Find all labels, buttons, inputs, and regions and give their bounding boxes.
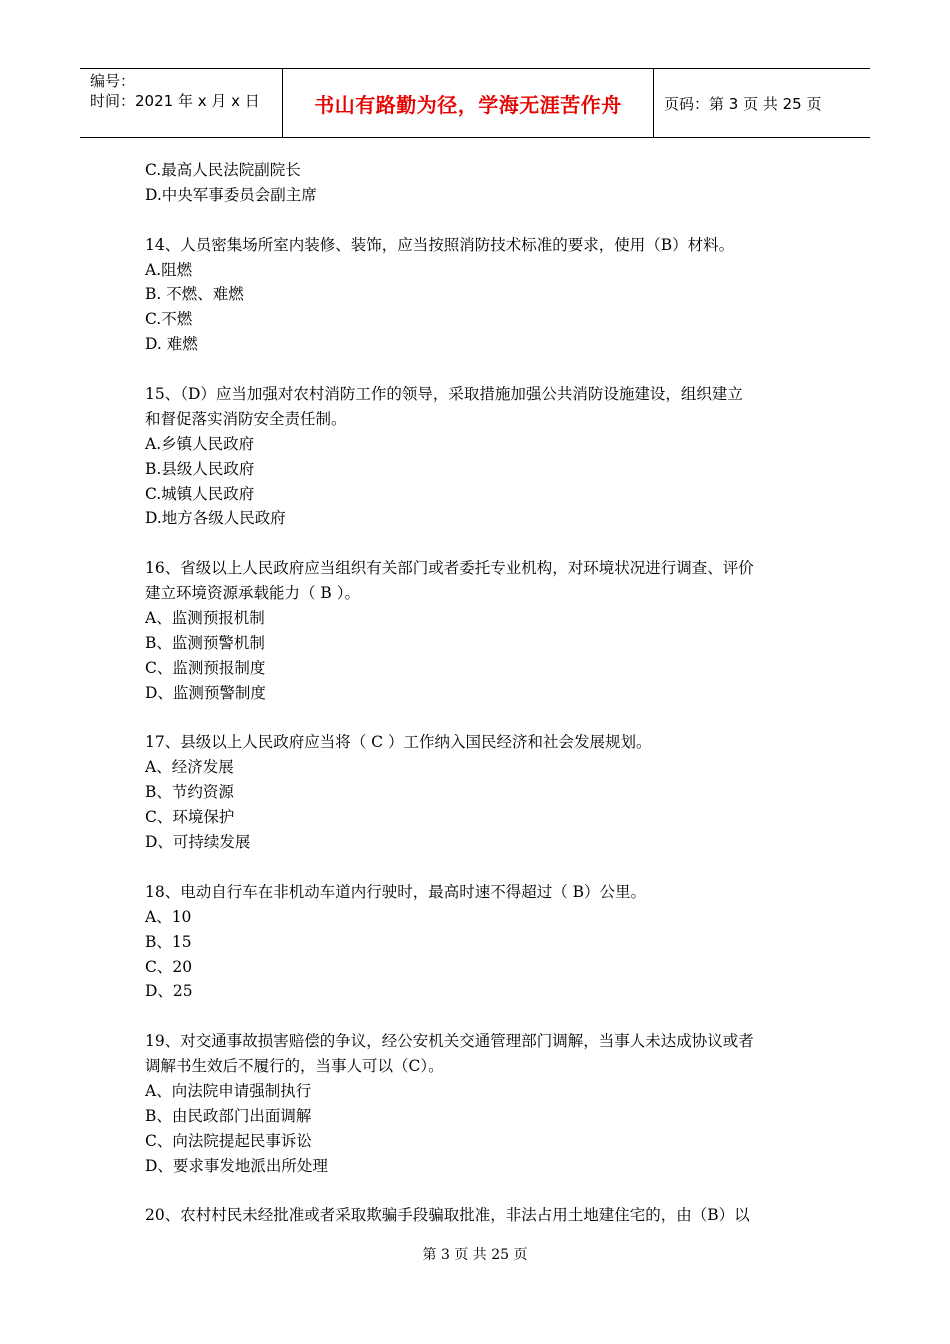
text-line: C、环境保护	[145, 808, 235, 827]
text-line: B.县级人民政府	[145, 459, 255, 478]
text-line: 16、省级以上人民政府应当组织有关部门或者委托专业机构，对环境状况进行调查、评价	[145, 559, 754, 578]
text-line: C.最高人民法院副院长	[145, 161, 301, 179]
document-body	[145, 158, 815, 1228]
text-line: 15、（D）应当加强对农村消防工作的领导，采取措施加强公共消防设施建设，组织建立	[145, 385, 743, 404]
paragraph-gap	[145, 1179, 815, 1204]
text-line: D.地方各级人民政府	[145, 509, 286, 528]
document-date: 时间：2021 年 x 月 x 日	[90, 92, 260, 110]
header-page-cell	[654, 69, 870, 137]
text-line: B、节约资源	[145, 783, 234, 802]
paragraph-gap	[145, 706, 815, 731]
text-line: 14、人员密集场所室内装修、装饰，应当按照消防技术标准的要求，使用（B）材料。	[145, 235, 735, 254]
text-line: D、25	[145, 982, 193, 1001]
paragraph-gap	[145, 357, 815, 382]
text-line: D.中央军事委员会副主席	[145, 185, 317, 204]
header-meta-cell	[80, 69, 282, 137]
paragraph-gap	[145, 208, 815, 233]
page-header	[80, 68, 870, 138]
text-line: B、由民政部门出面调解	[145, 1106, 312, 1125]
text-line: A.乡镇人民政府	[145, 434, 255, 453]
text-line: C、向法院提起民事诉讼	[145, 1131, 312, 1150]
header-motto-cell	[282, 69, 654, 137]
header-motto: 书山有路勤为径，学海无涯苦作舟	[314, 92, 622, 117]
text-line: A、向法院申请强制执行	[145, 1081, 312, 1100]
text-line: D、可持续发展	[145, 833, 251, 852]
text-line: B、15	[145, 932, 192, 951]
paragraph-gap	[145, 531, 815, 556]
text-line: 调解书生效后不履行的，当事人可以（C）。	[145, 1057, 444, 1076]
text-line: A.阻燃	[145, 260, 193, 279]
text-line: 18、电动自行车在非机动车道内行驶时，最高时速不得超过（ B）公里。	[145, 882, 647, 901]
text-line: A、10	[145, 907, 192, 926]
text-line: B、监测预警机制	[145, 633, 265, 652]
paragraph-gap	[145, 855, 815, 880]
text-line: D. 难燃	[145, 335, 198, 354]
text-line: C、20	[145, 957, 193, 976]
text-line: D、要求事发地派出所处理	[145, 1156, 328, 1175]
text-line: C.城镇人民政府	[145, 484, 255, 503]
text-line: D、监测预警制度	[145, 683, 266, 702]
text-line: 20、农村村民未经批准或者采取欺骗手段骗取批准，非法占用土地建住宅的，由（B）以	[145, 1206, 750, 1225]
text-line: 和督促落实消防安全责任制。	[145, 409, 347, 428]
text-line: 19、对交通事故损害赔偿的争议，经公安机关交通管理部门调解，当事人未达成协议或者	[145, 1032, 754, 1051]
text-line: A、经济发展	[145, 758, 234, 777]
text-line: C、监测预报制度	[145, 658, 266, 677]
document-number-label: 编号：	[90, 72, 136, 90]
text-line: 建立环境资源承载能力（ B ）。	[145, 584, 360, 603]
text-line: 17、县级以上人民政府应当将（ C ）工作纳入国民经济和社会发展规划。	[145, 733, 652, 752]
header-page-info: 页码：第 3 页 共 25 页	[664, 94, 822, 113]
text-line: C.不燃	[145, 310, 193, 329]
text-line: B. 不燃、难燃	[145, 285, 244, 304]
page-footer: 第 3 页 共 25 页	[422, 1247, 528, 1263]
text-line: A、监测预报机制	[145, 609, 265, 628]
paragraph-gap	[145, 1004, 815, 1029]
